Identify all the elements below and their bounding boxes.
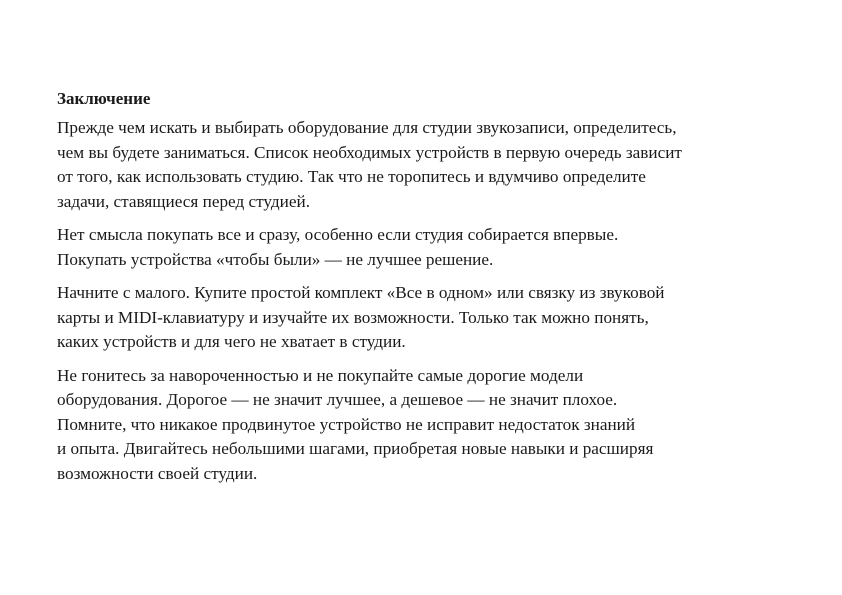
paragraph-3 xyxy=(57,281,802,355)
section-heading: Заключение xyxy=(57,89,151,108)
paragraph-2 xyxy=(57,223,802,272)
paragraph-line: Начните с малого. Купите простой комплект «Все в одном» или связку из звуковой xyxy=(57,283,665,302)
paragraph-line: оборудования. Дорогое — не значит лучшее, а дешевое — не значит плохое. xyxy=(57,390,618,409)
paragraph-line: задачи, ставящиеся перед студией. xyxy=(57,191,310,211)
paragraph-line: возможности своей студии. xyxy=(57,463,258,483)
paragraph-line: чем вы будете заниматься. Список необходимых устройств в первую очередь зависит xyxy=(57,142,682,162)
paragraph-1 xyxy=(57,116,802,214)
paragraph-line: Нет смысла покупать все и сразу, особенно если студия собирается впервые. xyxy=(57,225,619,244)
paragraph-line: Прежде чем искать и выбирать оборудование для студии звукозаписи, определитесь, xyxy=(57,118,677,137)
paragraph-line: и опыта. Двигайтесь небольшими шагами, приобретая новые навыки и расширяя xyxy=(57,439,654,458)
paragraph-line: от того, как использовать студию. Так что не торопитесь и вдумчиво определите xyxy=(57,167,646,186)
paragraph-line: Не гонитесь за навороченностью и не покупайте самые дорогие модели xyxy=(57,365,584,385)
paragraph-line: карты и MIDI-клавиатуру и изучайте их возможности. Только так можно понять, xyxy=(57,307,649,327)
paragraph-line: Помните, что никакое продвинутое устройство не исправит недостаток знаний xyxy=(57,414,636,434)
paragraph-line: Покупать устройства «чтобы были» — не лучшее решение. xyxy=(57,249,494,269)
paragraph-4 xyxy=(57,364,802,487)
paragraph-line: каких устройств и для чего не хватает в студии. xyxy=(57,332,406,351)
